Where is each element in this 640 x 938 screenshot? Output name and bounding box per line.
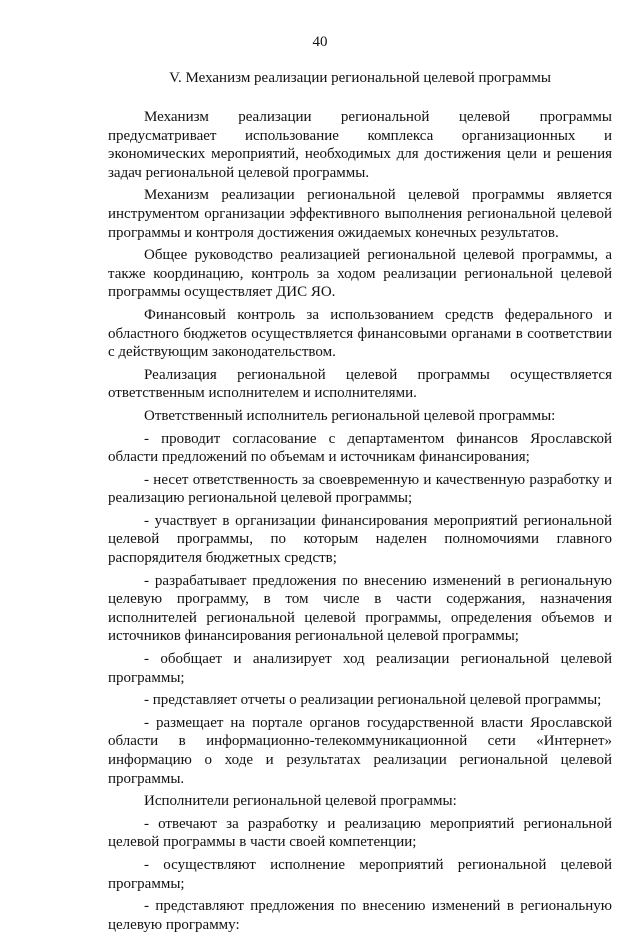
section-title: V. Механизм реализации региональной целевой программы bbox=[169, 70, 551, 86]
list-item: - осуществляют исполнение мероприятий региональной целевой программы; bbox=[108, 856, 612, 892]
list-item: - проводит согласование с департаментом финансов Ярославской области предложений по объемам и источникам финансирования; bbox=[108, 430, 612, 466]
paragraph: Ответственный исполнитель региональной целевой программы: bbox=[144, 407, 556, 424]
document-body bbox=[108, 108, 612, 938]
list-item: - обобщает и анализирует ход реализации региональной целевой программы; bbox=[108, 651, 612, 686]
paragraph: Исполнители региональной целевой программы: bbox=[144, 793, 457, 810]
list-item: - представляет отчеты о реализации региональной целевой программы; bbox=[144, 692, 602, 709]
list-item: - разрабатывает предложения по внесению изменений в региональную целевую программу, в том числе в части содержания, назначения исполнителей региональной целевой программы, определения объемов и источников финансирования региональной целевой программы; bbox=[108, 572, 612, 645]
list-item: - несет ответственность за своевременную и качественную разработку и реализацию региональной целевой программы; bbox=[108, 471, 612, 507]
paragraph: Реализация региональной целевой программы осуществляется ответственным исполнителем и исполнителями. bbox=[108, 366, 612, 402]
page-number: 40 bbox=[312, 34, 328, 50]
list-item: - представляют предложения по внесению изменений в региональную целевую программу: bbox=[108, 898, 612, 933]
paragraph: Общее руководство реализацией региональной целевой программы, а также координацию, контроль за ходом реализации региональной целевой программы осуществляет ДИС ЯО. bbox=[108, 247, 612, 301]
list-item: - участвует в организации финансирования мероприятий региональной целевой программы, по которым наделен полномочиями главного распорядителя бюджетных средств; bbox=[108, 512, 612, 567]
list-item: - размещает на портале органов государственной власти Ярославской области в информационно-телекоммуникационной сети «Интернет» информацию о ходе и результатах реализации региональной целевой программы. bbox=[108, 714, 612, 787]
list-item: - отвечают за разработку и реализацию мероприятий региональной целевой программы в части своей компетенции; bbox=[108, 815, 612, 851]
paragraph: Финансовый контроль за использованием средств федерального и областного бюджетов осуществляется финансовыми органами в соответствии с действующим законодательством. bbox=[108, 306, 612, 361]
paragraph: Механизм реализации региональной целевой программы предусматривает использование комплекса организационных и экономических мероприятий, необходимых для достижения цели и решения задач региональной целевой программы. bbox=[108, 109, 612, 181]
paragraph: Механизм реализации региональной целевой программы является инструментом организации эффективного выполнения региональной целевой программы и контроля достижения ожидаемых конечных результатов. bbox=[108, 187, 612, 241]
